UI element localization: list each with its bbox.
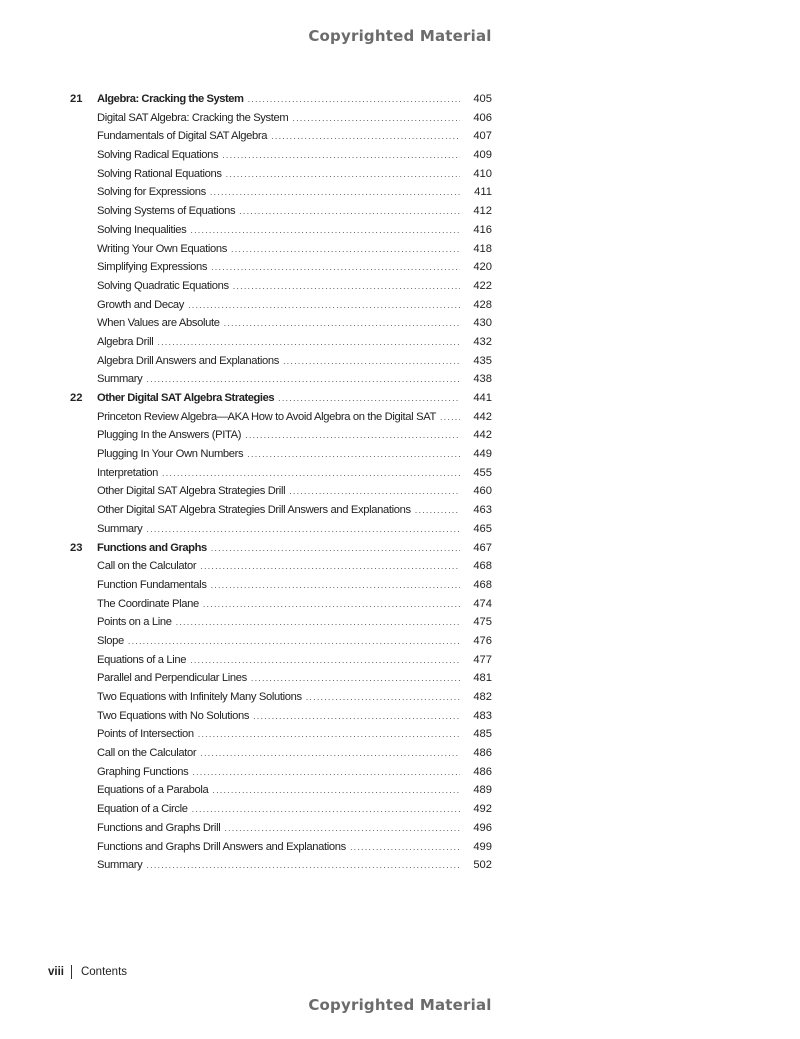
- toc-entry: [64, 595, 496, 614]
- dot-leader: [224, 819, 460, 838]
- toc-entry: [64, 744, 496, 763]
- toc-entry: [64, 464, 496, 483]
- toc-entry: [64, 352, 496, 371]
- entry-title: Solving for Expressions: [97, 186, 206, 199]
- toc-entry: [64, 165, 496, 184]
- page-ref: 486: [473, 765, 492, 778]
- toc-entry: [64, 856, 496, 875]
- toc-entry: [64, 202, 496, 221]
- entry-title: Solving Systems of Equations: [97, 205, 236, 218]
- dot-leader: [128, 632, 460, 651]
- dot-leader: [226, 165, 460, 184]
- copyright-watermark-bottom: Copyrighted Material: [308, 996, 492, 1014]
- chapter-title: Other Digital SAT Algebra Strategies: [97, 392, 275, 404]
- dot-leader: [192, 763, 460, 782]
- entry-title: Two Equations with Infinitely Many Solutions: [97, 691, 302, 703]
- page-ref: 496: [473, 821, 492, 834]
- entry-title: Parallel and Perpendicular Lines: [97, 672, 247, 685]
- toc-entry: [64, 781, 496, 800]
- entry-title: Functions and Graphs Drill Answers and Explanations: [97, 840, 346, 853]
- entry-title: Call on the Calculator: [97, 560, 197, 573]
- toc-entry: [64, 146, 496, 165]
- entry-title: Other Digital SAT Algebra Strategies Drill Answers and Explanations: [97, 504, 411, 517]
- entry-title: Summary: [97, 522, 143, 535]
- entry-title: Simplifying Expressions: [97, 261, 208, 274]
- entry-title: Equation of a Circle: [97, 803, 188, 816]
- page-ref: 442: [473, 410, 492, 423]
- dot-leader: [190, 221, 460, 240]
- entry-title: Interpretation: [97, 466, 159, 479]
- entry-title: Plugging In the Answers (PITA): [97, 429, 242, 442]
- page-ref: 481: [473, 672, 492, 685]
- chapter-title: Functions and Graphs: [97, 541, 207, 554]
- entry-title: Equations of a Line: [97, 653, 187, 666]
- page-ref: 430: [473, 317, 492, 330]
- page-ref: 416: [473, 223, 492, 236]
- entry-title: Solving Inequalities: [97, 223, 187, 236]
- page-ref: 465: [473, 522, 492, 535]
- toc-entry: [64, 221, 496, 240]
- entry-title: Solving Rational Equations: [97, 167, 222, 180]
- page-ref: 455: [473, 466, 492, 479]
- dot-leader: [233, 277, 460, 296]
- dot-leader: [162, 464, 460, 483]
- page-footer: [48, 964, 127, 980]
- entry-title: Princeton Review Algebra—AKA How to Avoid Algebra on the Digital SAT: [97, 410, 436, 423]
- page-ref: 435: [473, 354, 492, 367]
- dot-leader: [188, 296, 460, 315]
- page-ref: 483: [473, 709, 492, 722]
- dot-leader: [211, 576, 460, 595]
- page-ref: 407: [473, 130, 492, 143]
- entry-title: Plugging In Your Own Numbers: [97, 448, 244, 461]
- page-ref: 482: [473, 691, 492, 703]
- page-number: viii: [48, 966, 64, 978]
- page-ref: 489: [473, 784, 492, 797]
- toc-entry: [64, 669, 496, 688]
- entry-title: Call on the Calculator: [97, 747, 197, 760]
- toc-entry: [64, 370, 496, 389]
- dot-leader: [176, 613, 460, 632]
- page-ref: 406: [473, 111, 492, 124]
- toc-entry: [64, 277, 496, 296]
- entry-title: Writing Your Own Equations: [97, 242, 227, 255]
- dot-leader: [212, 781, 460, 800]
- dot-leader: [200, 557, 460, 576]
- chapter-number: 22: [70, 392, 83, 404]
- entry-title: Digital SAT Algebra: Cracking the System: [97, 111, 289, 124]
- dot-leader: [203, 595, 460, 614]
- dot-leader: [247, 445, 460, 464]
- toc-entry: [64, 408, 496, 427]
- page-ref: 463: [473, 504, 492, 517]
- dot-leader: [231, 240, 460, 259]
- entry-title: Summary: [97, 859, 143, 872]
- toc-entry: [64, 725, 496, 744]
- entry-title: Equations of a Parabola: [97, 784, 209, 797]
- entry-title: Fundamentals of Digital SAT Algebra: [97, 130, 268, 143]
- dot-leader: [200, 744, 460, 763]
- dot-leader: [278, 389, 460, 408]
- toc-entry: [64, 127, 496, 146]
- dot-leader: [283, 352, 460, 371]
- toc-entry: [64, 688, 496, 707]
- entry-title: Function Fundamentals: [97, 578, 207, 591]
- dot-leader: [211, 539, 460, 558]
- page-ref: 477: [473, 653, 492, 666]
- entry-title: Functions and Graphs Drill: [97, 821, 221, 834]
- footer-divider: [71, 965, 72, 979]
- page-ref: 438: [473, 373, 492, 386]
- entry-title: Points on a Line: [97, 616, 172, 629]
- page-ref: 499: [473, 840, 492, 853]
- dot-leader: [190, 651, 460, 670]
- dot-leader: [239, 202, 460, 221]
- page-ref: 418: [473, 242, 492, 255]
- toc-entry: [64, 763, 496, 782]
- chapter-number: 23: [70, 541, 83, 554]
- toc-entry: [64, 426, 496, 445]
- toc-entry: [64, 501, 496, 520]
- page-ref: 449: [473, 448, 492, 461]
- dot-leader: [210, 183, 460, 202]
- section-name: Contents: [80, 966, 128, 978]
- entry-title: Graphing Functions: [97, 765, 189, 778]
- dot-leader: [306, 688, 460, 707]
- page-ref: 468: [473, 560, 492, 573]
- toc-entry: [64, 445, 496, 464]
- toc-entry: [64, 651, 496, 670]
- toc-entry: [64, 314, 496, 333]
- page-ref: 468: [473, 578, 492, 591]
- page-ref: 485: [473, 728, 492, 741]
- toc-entry: [64, 333, 496, 352]
- dot-leader: [146, 370, 460, 389]
- dot-leader: [415, 501, 460, 520]
- copyright-watermark-top: Copyrighted Material: [308, 27, 492, 45]
- page-ref: 411: [474, 186, 492, 199]
- dot-leader: [224, 314, 460, 333]
- entry-title: Slope: [97, 634, 124, 647]
- dot-leader: [157, 333, 460, 352]
- page-ref: 422: [473, 279, 492, 292]
- page-ref: 409: [473, 149, 492, 162]
- toc-entry: [64, 819, 496, 838]
- page-ref: 405: [473, 93, 492, 105]
- entry-title: When Values are Absolute: [97, 317, 220, 330]
- toc-chapter-entry: [64, 90, 496, 109]
- toc-entry: [64, 296, 496, 315]
- toc-entry: [64, 557, 496, 576]
- page-ref: 486: [473, 747, 492, 760]
- page-ref: 420: [473, 261, 492, 274]
- entry-title: Points of Intersection: [97, 728, 194, 741]
- entry-title: Algebra Drill Answers and Explanations: [97, 354, 279, 367]
- page-ref: 441: [473, 392, 492, 404]
- toc-entry: [64, 183, 496, 202]
- entry-title: Growth and Decay: [97, 298, 185, 311]
- dot-leader: [211, 258, 460, 277]
- dot-leader: [251, 669, 460, 688]
- entry-title: Other Digital SAT Algebra Strategies Drill: [97, 485, 286, 498]
- toc-chapter-entry: [64, 539, 496, 558]
- toc-entry: [64, 576, 496, 595]
- page-ref: 410: [473, 167, 492, 180]
- dot-leader: [350, 838, 460, 857]
- toc-entry: [64, 482, 496, 501]
- toc-entry: [64, 258, 496, 277]
- dot-leader: [253, 707, 460, 726]
- entry-title: Algebra Drill: [97, 335, 154, 348]
- dot-leader: [248, 90, 460, 109]
- toc-entry: [64, 632, 496, 651]
- dot-leader: [192, 800, 460, 819]
- page-ref: 502: [473, 859, 492, 872]
- toc-entry: [64, 613, 496, 632]
- dot-leader: [271, 127, 460, 146]
- toc-chapter-entry: [64, 389, 496, 408]
- entry-title: The Coordinate Plane: [97, 597, 199, 610]
- page-ref: 492: [473, 803, 492, 816]
- dot-leader: [222, 146, 460, 165]
- toc-entry: [64, 240, 496, 259]
- dot-leader: [245, 426, 460, 445]
- dot-leader: [198, 725, 460, 744]
- chapter-title: Algebra: Cracking the System: [97, 93, 244, 105]
- page-ref: 432: [473, 335, 492, 348]
- page-ref: 475: [473, 616, 492, 629]
- page-ref: 476: [473, 634, 492, 647]
- entry-title: Solving Quadratic Equations: [97, 279, 229, 292]
- dot-leader: [146, 520, 460, 539]
- page-ref: 474: [473, 597, 492, 610]
- dot-leader: [289, 482, 460, 501]
- dot-leader: [146, 856, 460, 875]
- entry-title: Summary: [97, 373, 143, 386]
- entry-title: Two Equations with No Solutions: [97, 709, 250, 722]
- page-ref: 460: [473, 485, 492, 498]
- toc-entry: [64, 838, 496, 857]
- table-of-contents: [64, 90, 496, 875]
- chapter-number: 21: [70, 93, 83, 105]
- toc-entry: [64, 800, 496, 819]
- toc-entry: [64, 707, 496, 726]
- page-ref: 428: [473, 298, 492, 311]
- toc-entry: [64, 520, 496, 539]
- dot-leader: [440, 408, 460, 427]
- dot-leader: [292, 109, 460, 128]
- page-ref: 467: [473, 541, 492, 554]
- page-ref: 412: [473, 205, 492, 218]
- entry-title: Solving Radical Equations: [97, 149, 219, 162]
- toc-entry: [64, 109, 496, 128]
- page-ref: 442: [473, 429, 492, 442]
